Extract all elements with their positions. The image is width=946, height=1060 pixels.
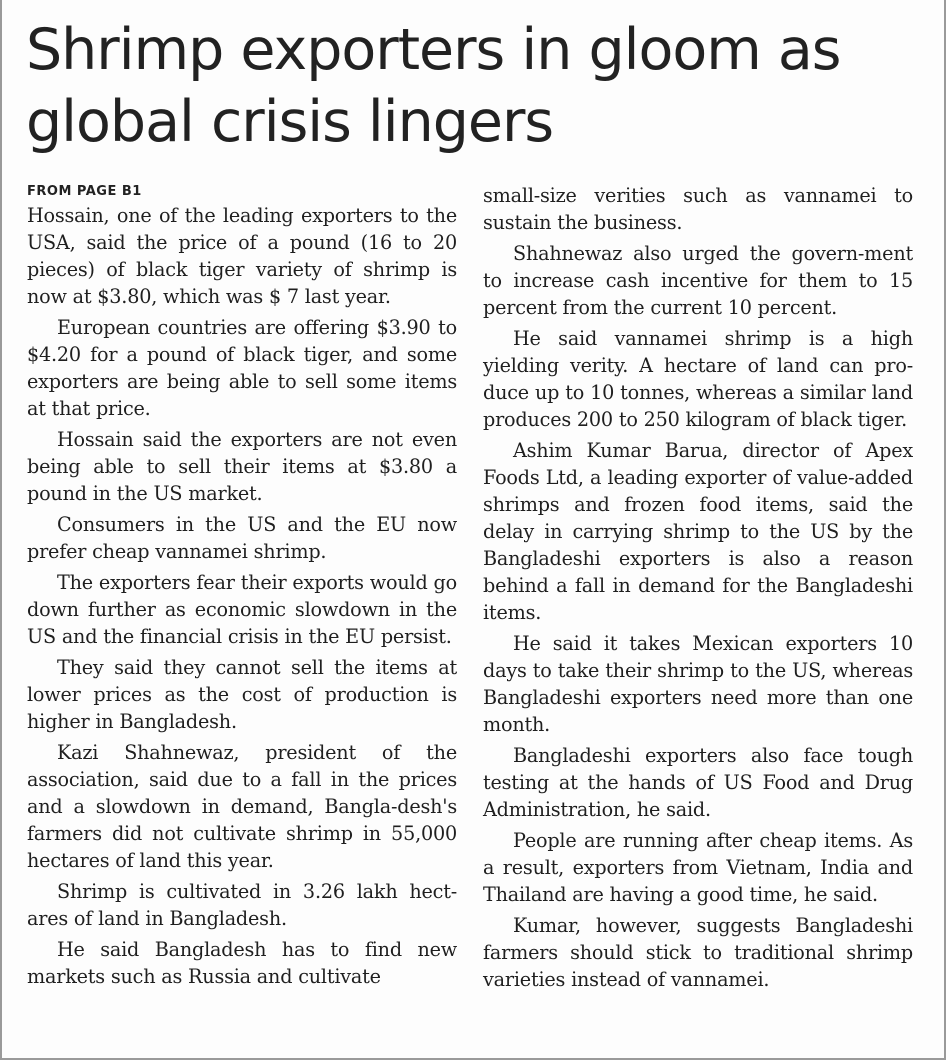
- continuation-kicker: FROM PAGE B1: [27, 184, 142, 199]
- column-right: [483, 182, 913, 997]
- column-left: [27, 182, 457, 997]
- paragraph: Hossain said the exporters are not even being able to sell their items at $3.80 a pound in the US market.: [27, 428, 457, 505]
- paragraph: Kazi Shahnewaz, president of the association, said due to a fall in the prices and a slowdown in demand, Bangla-desh's farmers did not cultivate shrimp in 55,000 hectares of land this year.: [27, 741, 457, 872]
- article-body: [27, 182, 913, 997]
- paragraph: They said they cannot sell the items at lower prices as the cost of production is higher in Bangladesh.: [27, 656, 457, 733]
- paragraph: People are running after cheap items. As a result, exporters from Vietnam, India and Thailand are having a good time, he said.: [483, 829, 913, 906]
- paragraph: Ashim Kumar Barua, director of Apex Foods Ltd, a leading exporter of value-added shrimps and frozen food items, said the delay in carrying shrimp to the US by the Bangladeshi exporters is also a reason behind a fall in demand for the Bangladeshi items.: [483, 439, 913, 624]
- paragraph: Consumers in the US and the EU now prefer cheap vannamei shrimp.: [27, 513, 457, 563]
- paragraph: small-size verities such as vannamei to sustain the business.: [483, 184, 913, 234]
- paragraph: Bangladeshi exporters also face tough testing at the hands of US Food and Drug Administration, he said.: [483, 744, 913, 821]
- paragraph: He said vannamei shrimp is a high yielding verity. A hectare of land can pro-duce up to 10 tonnes, whereas a similar land produces 200 to 250 kilogram of black tiger.: [483, 327, 913, 431]
- paragraph: Hossain, one of the leading exporters to the USA, said the price of a pound (16 to 20 pieces) of black tiger variety of shrimp is now at $3.80, which was $ 7 last year.: [27, 204, 457, 308]
- paragraph: Shahnewaz also urged the govern-ment to increase cash incentive for them to 15 percent from the current 10 percent.: [483, 242, 913, 319]
- paragraph: Kumar, however, suggests Bangladeshi farmers should stick to traditional shrimp varieties instead of vannamei.: [483, 914, 913, 991]
- paragraph: He said Bangladesh has to find new markets such as Russia and cultivate: [27, 938, 457, 988]
- paragraph: He said it takes Mexican exporters 10 days to take their shrimp to the US, whereas Bangladeshi exporters need more than one month.: [483, 632, 913, 736]
- paragraph: Shrimp is cultivated in 3.26 lakh hect-ares of land in Bangladesh.: [27, 880, 457, 930]
- paragraph: European countries are offering $3.90 to $4.20 for a pound of black tiger, and some exporters are being able to sell some items at that price.: [27, 316, 457, 420]
- headline: Shrimp exporters in gloom as global crisis lingers: [26, 17, 841, 155]
- paragraph: The exporters fear their exports would go down further as economic slowdown in the US and the financial crisis in the EU persist.: [27, 571, 457, 648]
